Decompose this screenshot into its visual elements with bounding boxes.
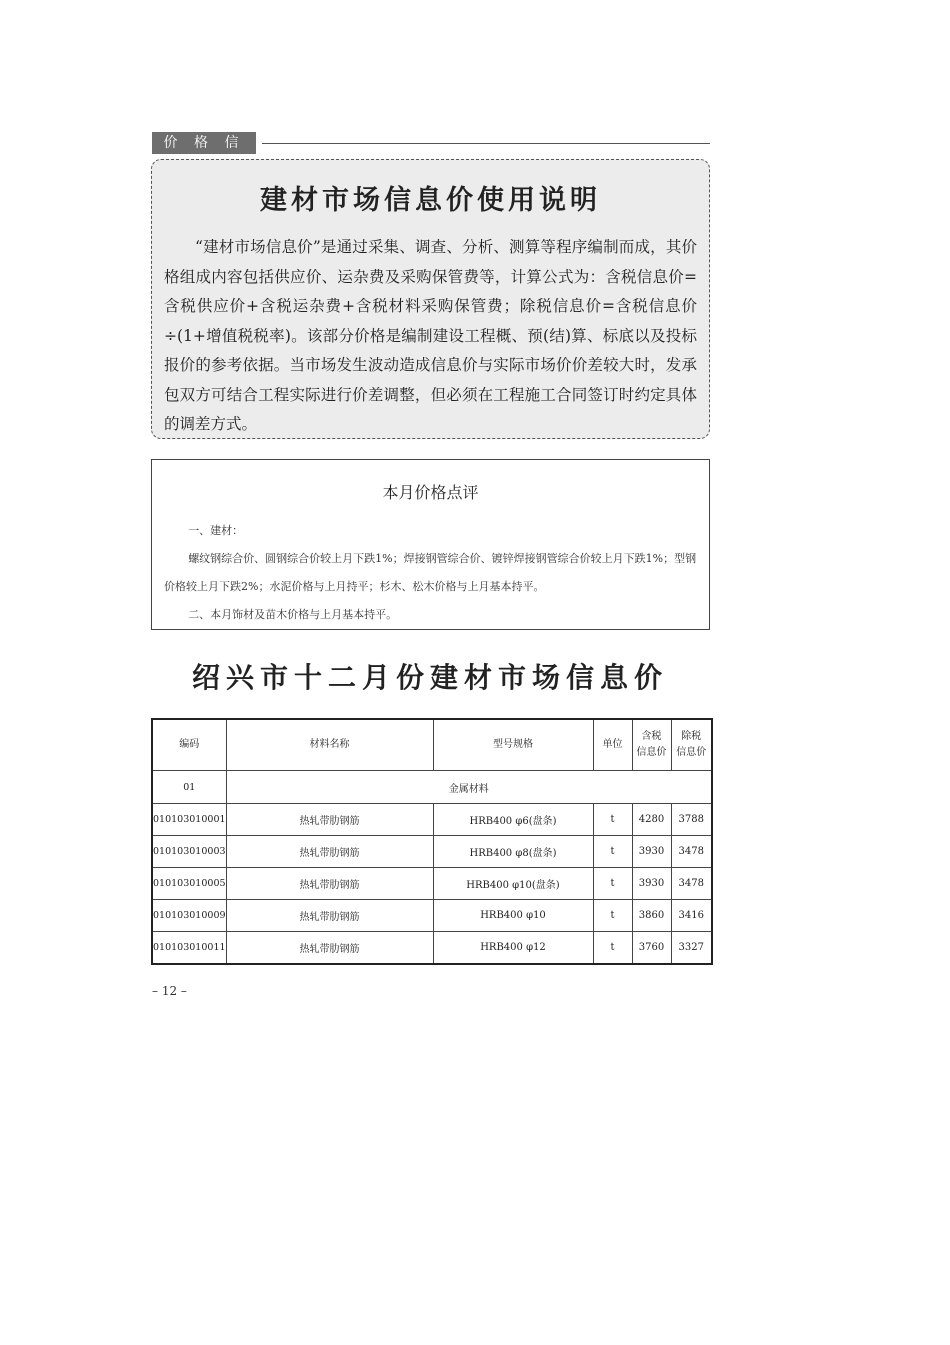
header-unit: 单位 xyxy=(593,719,632,771)
table-row xyxy=(152,836,712,868)
table-header-row xyxy=(152,719,712,771)
row-code: 010103010003 xyxy=(152,836,226,868)
row-unit: t xyxy=(593,804,632,836)
row-tax-exclusive-price: 3416 xyxy=(671,900,712,932)
row-code: 010103010011 xyxy=(152,932,226,965)
row-tax-inclusive-price: 3860 xyxy=(632,900,671,932)
review-line-steel-cement: 螺纹钢综合价、圆钢综合价较上月下跌1%；焊接钢管综合价、镀锌焊接钢管综合价较上月下跌1%；型钢价格较上月下跌2%；水泥价格与上月持平；杉木、松木价格与上月基本持平。 xyxy=(164,552,697,593)
table-row xyxy=(152,804,712,836)
row-spec: HRB400 φ12 xyxy=(433,932,593,965)
table-row xyxy=(152,900,712,932)
row-material-name: 热轧带肋钢筋 xyxy=(226,868,433,900)
usage-note-title: 建材市场信息价使用说明 xyxy=(260,185,601,216)
row-unit: t xyxy=(593,868,632,900)
row-unit: t xyxy=(593,932,632,965)
row-tax-exclusive-price: 3327 xyxy=(671,932,712,965)
header-tax-inclusive-price: 含税 信息价 xyxy=(632,719,671,771)
usage-note-box xyxy=(151,159,710,439)
row-material-name: 热轧带肋钢筋 xyxy=(226,836,433,868)
table-row xyxy=(152,932,712,965)
header-spec: 型号规格 xyxy=(433,719,593,771)
category-code: 01 xyxy=(152,771,226,804)
row-tax-inclusive-price: 4280 xyxy=(632,804,671,836)
price-list-title: 绍兴市十二月份建材市场信息价 xyxy=(191,661,668,694)
row-unit: t xyxy=(593,900,632,932)
row-tax-inclusive-price: 3760 xyxy=(632,932,671,965)
row-code: 010103010001 xyxy=(152,804,226,836)
row-unit: t xyxy=(593,836,632,868)
row-spec: HRB400 φ6(盘条) xyxy=(433,804,593,836)
row-spec: HRB400 φ8(盘条) xyxy=(433,836,593,868)
row-tax-exclusive-price: 3788 xyxy=(671,804,712,836)
review-line-building-materials: 一、建材： xyxy=(188,524,244,537)
page-number: – 12 – xyxy=(152,984,187,998)
row-tax-exclusive-price: 3478 xyxy=(671,836,712,868)
price-table xyxy=(151,718,713,965)
row-material-name: 热轧带肋钢筋 xyxy=(226,900,433,932)
row-tax-exclusive-price: 3478 xyxy=(671,868,712,900)
row-tax-inclusive-price: 3930 xyxy=(632,868,671,900)
monthly-review-box xyxy=(151,459,710,630)
row-material-name: 热轧带肋钢筋 xyxy=(226,932,433,965)
row-code: 010103010009 xyxy=(152,900,226,932)
usage-note-body: “建材市场信息价”是通过采集、调查、分析、测算等程序编制而成，其价格组成内容包括供应价、运杂费及采购保管费等，计算公式为：含税信息价=含税供应价+含税运杂费+含税材料采购保管费；除税信息价=含税信息价÷(1+增值税税率)。该部分价格是编制建设工程概、预(结)算、标底以及投标报价的参考依据。当市场发生波动造成信息价与实际市场价价差较大时，发承包双方可结合工程实际进行价差调整，但必须在工程施工合同签订时约定具体的调差方式。 xyxy=(164,238,697,433)
header-material-name: 材料名称 xyxy=(226,719,433,771)
row-material-name: 热轧带肋钢筋 xyxy=(226,804,433,836)
review-line-decor-seedlings: 二、本月饰材及苗木价格与上月基本持平。 xyxy=(188,608,398,621)
row-tax-inclusive-price: 3930 xyxy=(632,836,671,868)
header-code: 编码 xyxy=(152,719,226,771)
section-tab: 价 格 信 xyxy=(152,132,256,154)
row-code: 010103010005 xyxy=(152,868,226,900)
row-spec: HRB400 φ10(盘条) xyxy=(433,868,593,900)
table-row xyxy=(152,868,712,900)
header-tax-exclusive-price: 除税 信息价 xyxy=(671,719,712,771)
monthly-review-title: 本月价格点评 xyxy=(382,483,479,502)
category-name: 金属材料 xyxy=(226,771,712,804)
section-divider xyxy=(262,143,710,144)
category-row xyxy=(152,771,712,804)
row-spec: HRB400 φ10 xyxy=(433,900,593,932)
